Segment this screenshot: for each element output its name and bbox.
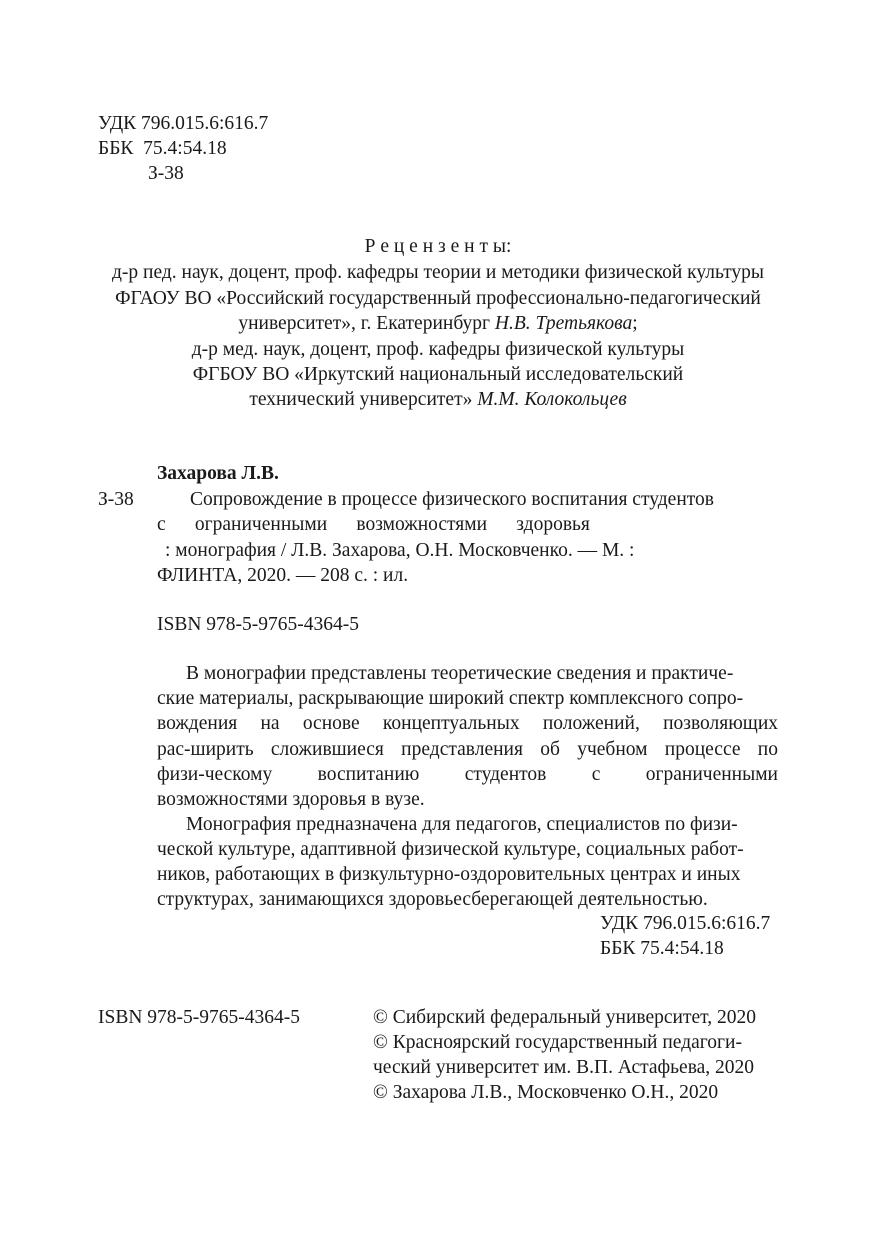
- copyright-line-4: © Захарова Л.В., Московченко О.Н., 2020: [373, 1082, 719, 1103]
- abstract-p1-line-6: возможностями здоровья в вузе.: [157, 789, 425, 810]
- reviewer-1-name: Н.В. Третьякова: [494, 313, 633, 334]
- abstract-p2-line-3: ников, работающих в физкультурно-оздоровительных центрах и иных: [157, 864, 741, 885]
- copyright-line-3: ческий университет им. В.П. Астафьева, 2020: [373, 1057, 755, 1078]
- copyright-line-1: © Сибирский федеральный университет, 2020: [373, 1007, 756, 1028]
- catalog-title-line-2: с ограниченными возможностями здоровья: [157, 514, 590, 535]
- reviewer-line-1: д-р пед. наук, доцент, проф. кафедры теории и методики физической культуры: [112, 262, 764, 283]
- reviewer-line-4: д-р мед. наук, доцент, проф. кафедры физической культуры: [191, 339, 685, 360]
- catalog-mark: З-38: [98, 489, 134, 510]
- reviewer-1-punct: ;: [632, 313, 638, 334]
- reviewer-line-3: [98, 311, 778, 336]
- catalog-title-line-3: : монография / Л.В. Захарова, О.Н. Московченко. — М. :: [165, 540, 635, 561]
- bbk-code: ББК 75.4:54.18: [98, 138, 227, 159]
- abstract-p2-line-2: ческой культуре, адаптивной физической культуре, социальных работ-: [157, 839, 744, 860]
- copyright-line-2: © Красноярский государственный педагоги-: [373, 1032, 742, 1053]
- reviewer-line-2: ФГАОУ ВО «Российский государственный профессионально-педагогический: [115, 288, 761, 309]
- abstract-p1-line-5: физи-ческому воспитанию студентов с ограниченными: [157, 764, 778, 785]
- catalog-title-line-4: ФЛИНТА, 2020. — 208 с. : ил.: [157, 565, 409, 586]
- reviewer-line-5: ФГБОУ ВО «Иркутский национальный исследовательский: [192, 364, 684, 385]
- catalog-title-line-1: Сопровождение в процессе физического воспитания студентов: [190, 489, 714, 510]
- abstract-p1-line-4: рас-ширить сложившиеся представления об учебном процессе по: [157, 739, 778, 760]
- footer-isbn: ISBN 978-5-9765-4364-5: [98, 1007, 301, 1028]
- catalog-isbn: ISBN 978-5-9765-4364-5: [157, 614, 360, 635]
- reviewers-heading: Р е ц е н з е н т ы:: [364, 236, 512, 257]
- abstract-p2-line-4: структурах, занимающихся здоровьесберегающей деятельностью.: [157, 889, 708, 910]
- abstract-p2-line-1: Монография предназначена для педагогов, специалистов по физи-: [186, 814, 738, 835]
- author-mark: З-38: [148, 163, 184, 184]
- reviewer-2-affiliation: технический университет»: [249, 389, 478, 410]
- reviewer-line-6: [98, 387, 778, 412]
- reviewer-1-affiliation: университет», г. Екатеринбург: [238, 313, 495, 334]
- abstract-p1-line-3: вождения на основе концептуальных положений, позволяющих: [157, 713, 778, 734]
- abstract-udk: УДК 796.015.6:616.7: [600, 913, 771, 934]
- catalog-author: Захарова Л.В.: [157, 463, 279, 484]
- udk-code: УДК 796.015.6:616.7: [98, 113, 269, 134]
- reviewer-2-name: М.М. Колокольцев: [477, 389, 627, 410]
- abstract-p1-line-2: ские материалы, раскрывающие широкий спектр комплексного сопро-: [157, 688, 744, 709]
- abstract-p1-line-1: В монографии представлены теоретические сведения и практиче-: [186, 663, 734, 684]
- abstract-bbk: ББК 75.4:54.18: [600, 938, 724, 959]
